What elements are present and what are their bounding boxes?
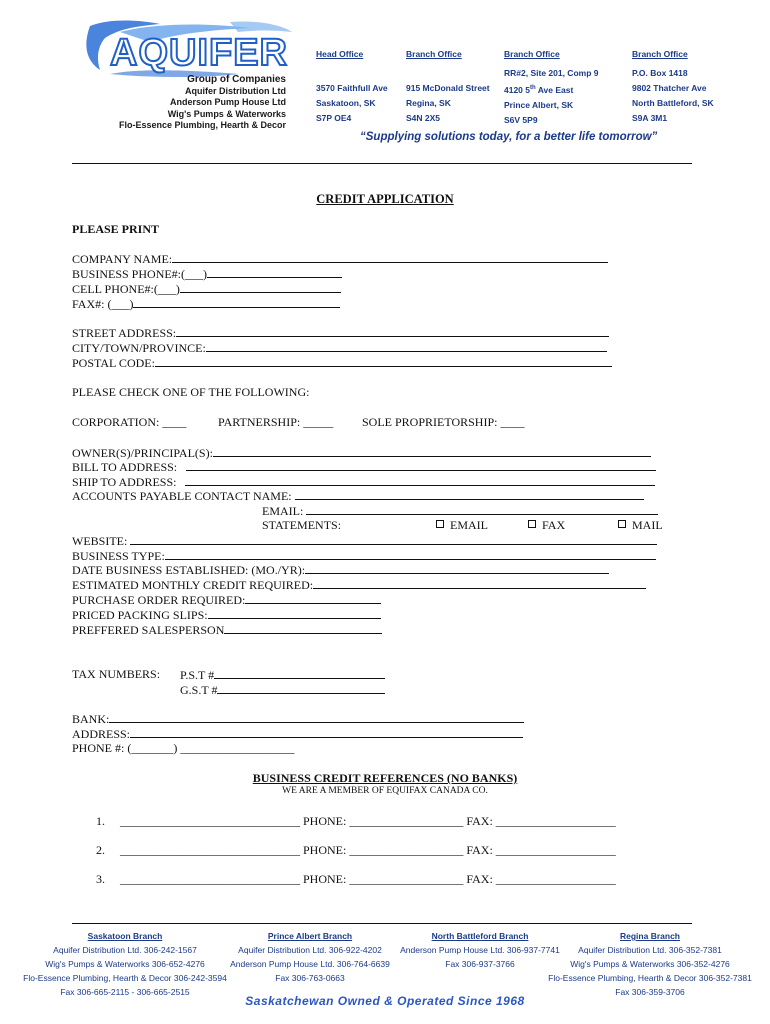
branch-line: Anderson Pump House Ltd. 306-937-7741 [400, 945, 560, 955]
pst-field[interactable] [214, 667, 385, 679]
sole-proprietorship-option[interactable]: SOLE PROPRIETORSHIP: ____ [362, 415, 525, 429]
reference-phone-field[interactable]: PHONE: ___________________ [303, 843, 464, 857]
postal-code-field[interactable] [155, 355, 612, 367]
group-of-companies: Group of Companies [187, 74, 286, 85]
bank-address-label: ADDRESS: [72, 727, 131, 741]
branch-line: Fax 306-937-3766 [445, 959, 515, 969]
statement-email-option[interactable] [436, 518, 488, 533]
branch-line: Flo-Essence Plumbing, Hearth & Decor 306-242-3594 [23, 973, 227, 983]
footer-tagline: Saskatchewan Owned & Operated Since 1968 [245, 994, 525, 1008]
ap-contact-field[interactable] [295, 488, 644, 500]
bank-label: BANK: [72, 712, 110, 726]
branch-heading: Saskatoon Branch [87, 931, 163, 941]
branch-line: Aquifer Distribution Ltd. 306-352-7381 [578, 945, 722, 955]
office-heading: Branch Office [632, 49, 688, 59]
branch-line: Aquifer Distribution Ltd. 306-242-1567 [53, 945, 197, 955]
street-address-label: STREET ADDRESS: [72, 326, 177, 340]
office-heading: Branch Office [504, 49, 560, 59]
monthly-credit-field[interactable] [313, 577, 646, 589]
reference-phone-field[interactable]: PHONE: ___________________ [303, 814, 464, 828]
company-wigs-pumps: Wig's Pumps & Waterworks [167, 108, 286, 119]
reference-name-field[interactable]: ______________________________ [120, 843, 300, 857]
branch-line: Wig's Pumps & Waterworks 306-352-4276 [570, 959, 730, 969]
bill-to-field[interactable] [186, 459, 656, 471]
reference-number: 3. [96, 872, 105, 886]
bank-address-field[interactable] [130, 726, 523, 738]
please-print: PLEASE PRINT [72, 222, 160, 236]
office-line: RR#2, Site 201, Comp 9 [504, 68, 599, 78]
po-required-field[interactable] [245, 592, 381, 604]
statement-fax-option[interactable] [528, 518, 565, 533]
statement-fax-text: FAX [542, 518, 566, 532]
company-anderson-pump: Anderson Pump House Ltd [169, 97, 286, 107]
reference-fax-field[interactable]: FAX: ____________________ [466, 843, 616, 857]
office-line: North Battleford, SK [632, 98, 714, 108]
cell-phone-label: CELL PHONE#:(___) [72, 282, 180, 296]
reference-name-field[interactable]: ______________________________ [120, 872, 300, 886]
business-phone-field[interactable] [207, 266, 342, 278]
check-one-label: PLEASE CHECK ONE OF THE FOLLOWING: [72, 385, 310, 399]
reference-fax-field[interactable]: FAX: ____________________ [466, 872, 616, 886]
branch-heading: Prince Albert Branch [267, 931, 353, 941]
office-line: Regina, SK [406, 98, 451, 108]
office-line: S4N 2X5 [406, 113, 441, 123]
bill-to-label: BILL TO ADDRESS: [72, 460, 178, 474]
office-line: Prince Albert, SK [504, 99, 574, 110]
pst-label: P.S.T # [180, 668, 215, 682]
business-type-label: BUSINESS TYPE: [72, 549, 165, 563]
fax-label: FAX#: (___) [72, 297, 134, 311]
date-established-label: DATE BUSINESS ESTABLISHED: (MO./YR): [72, 563, 306, 577]
reference-row [96, 814, 616, 829]
date-established-field[interactable] [305, 562, 609, 574]
office-line: 915 McDonald Street [406, 83, 490, 93]
statement-mail-option[interactable] [618, 518, 663, 533]
monthly-credit-label: ESTIMATED MONTHLY CREDIT REQUIRED: [72, 578, 314, 592]
footer-saskatoon [12, 929, 238, 999]
reference-row [96, 843, 616, 858]
office-line: S6V 5P9 [504, 114, 538, 125]
form-title: CREDIT APPLICATION [316, 192, 454, 206]
checkbox-icon[interactable] [528, 520, 536, 528]
bank-phone-field[interactable]: PHONE #: (_______) ___________________ [72, 741, 295, 755]
owners-field[interactable] [213, 445, 651, 457]
reference-number: 2. [96, 843, 105, 857]
office-heading: Head Office [316, 49, 364, 59]
corporation-option[interactable]: CORPORATION: ____ [72, 415, 187, 429]
cell-phone-field[interactable] [180, 281, 341, 293]
branch-line: Flo-Essence Plumbing, Hearth & Decor 306-352-7381 [548, 973, 752, 983]
bank-field[interactable] [109, 711, 524, 723]
reference-name-field[interactable]: ______________________________ [120, 814, 300, 828]
po-required-label: PURCHASE ORDER REQUIRED: [72, 593, 246, 607]
postal-code-label: POSTAL CODE: [72, 356, 155, 370]
gst-label: G.S.T # [180, 683, 218, 697]
email-label: EMAIL: [262, 504, 304, 518]
office-line: 3570 Faithfull Ave [316, 83, 388, 93]
office-line: 9802 Thatcher Ave [632, 83, 707, 93]
partnership-option[interactable]: PARTNERSHIP: _____ [218, 415, 334, 429]
reference-phone-field[interactable]: PHONE: ___________________ [303, 872, 464, 886]
company-aquifer-distribution: Aquifer Distribution Ltd [185, 85, 286, 96]
footer-prince-albert [222, 929, 398, 985]
branch-line: Fax 306-665-2115 - 306-665-2515 [60, 987, 190, 997]
reference-number: 1. [96, 814, 105, 828]
branch-line: Fax 306-359-3706 [615, 987, 685, 997]
branch-line: Anderson Pump House Ltd. 306-764-6639 [230, 959, 390, 969]
tax-numbers-label: TAX NUMBERS: [72, 667, 161, 681]
statement-email-text: EMAIL [450, 518, 488, 532]
office-line: S9A 3M1 [632, 113, 668, 123]
equifax-note: WE ARE A MEMBER OF EQUIFAX CANADA CO. [282, 786, 488, 796]
email-field[interactable] [306, 503, 658, 515]
city-field[interactable] [206, 340, 607, 352]
website-label: WEBSITE: [72, 534, 128, 548]
checkbox-icon[interactable] [618, 520, 626, 528]
branch-heading: North Battleford Branch [431, 931, 529, 941]
branch-line: Wig's Pumps & Waterworks 306-652-4276 [45, 959, 205, 969]
street-address-field[interactable] [176, 325, 609, 337]
salesperson-label: PREFFERED SALESPERSON [72, 623, 225, 637]
company-flo-essence: Flo-Essence Plumbing, Hearth & Decor [118, 120, 286, 130]
credit-form [72, 0, 692, 1024]
checkbox-icon[interactable] [436, 520, 444, 528]
slogan: “Supplying solutions today, for a better life tomorrow” [360, 131, 658, 143]
reference-fax-field[interactable]: FAX: ____________________ [466, 814, 616, 828]
ship-to-label: SHIP TO ADDRESS: [72, 475, 177, 489]
branch-heading: Regina Branch [620, 931, 680, 941]
statements-label: STATEMENTS: [262, 518, 342, 532]
gst-field[interactable] [217, 682, 385, 694]
priced-slips-label: PRICED PACKING SLIPS: [72, 608, 208, 622]
company-name-field[interactable] [172, 251, 608, 263]
website-field[interactable] [130, 533, 657, 545]
business-phone-label: BUSINESS PHONE#:(___) [72, 267, 208, 281]
references-title: BUSINESS CREDIT REFERENCES (NO BANKS) [252, 771, 518, 785]
reference-row [96, 872, 616, 887]
office-line: S7P OE4 [316, 113, 352, 123]
salesperson-field[interactable] [224, 622, 382, 634]
office-heading: Branch Office [406, 49, 462, 59]
priced-slips-field[interactable] [208, 607, 381, 619]
branch-line: Aquifer Distribution Ltd. 306-922-4202 [238, 945, 382, 955]
footer-regina [540, 929, 760, 999]
office-line: 4120 5th Ave East [504, 84, 574, 95]
office-line: Saskatoon, SK [316, 98, 376, 108]
office-line: P.O. Box 1418 [632, 68, 688, 78]
logo-wordmark: AQUIFER [110, 32, 288, 74]
city-label: CITY/TOWN/PROVINCE: [72, 341, 206, 355]
ap-contact-label: ACCOUNTS PAYABLE CONTACT NAME: [72, 489, 292, 503]
branch-line: Fax 306-763-0663 [275, 973, 345, 983]
company-name-label: COMPANY NAME: [72, 252, 173, 266]
owners-label: OWNER(S)/PRINCIPAL(S): [72, 446, 213, 460]
ship-to-field[interactable] [185, 474, 655, 486]
fax-field[interactable] [133, 296, 340, 308]
business-type-field[interactable] [165, 548, 656, 560]
footer-divider [72, 923, 692, 924]
statement-mail-text: MAIL [632, 518, 663, 532]
